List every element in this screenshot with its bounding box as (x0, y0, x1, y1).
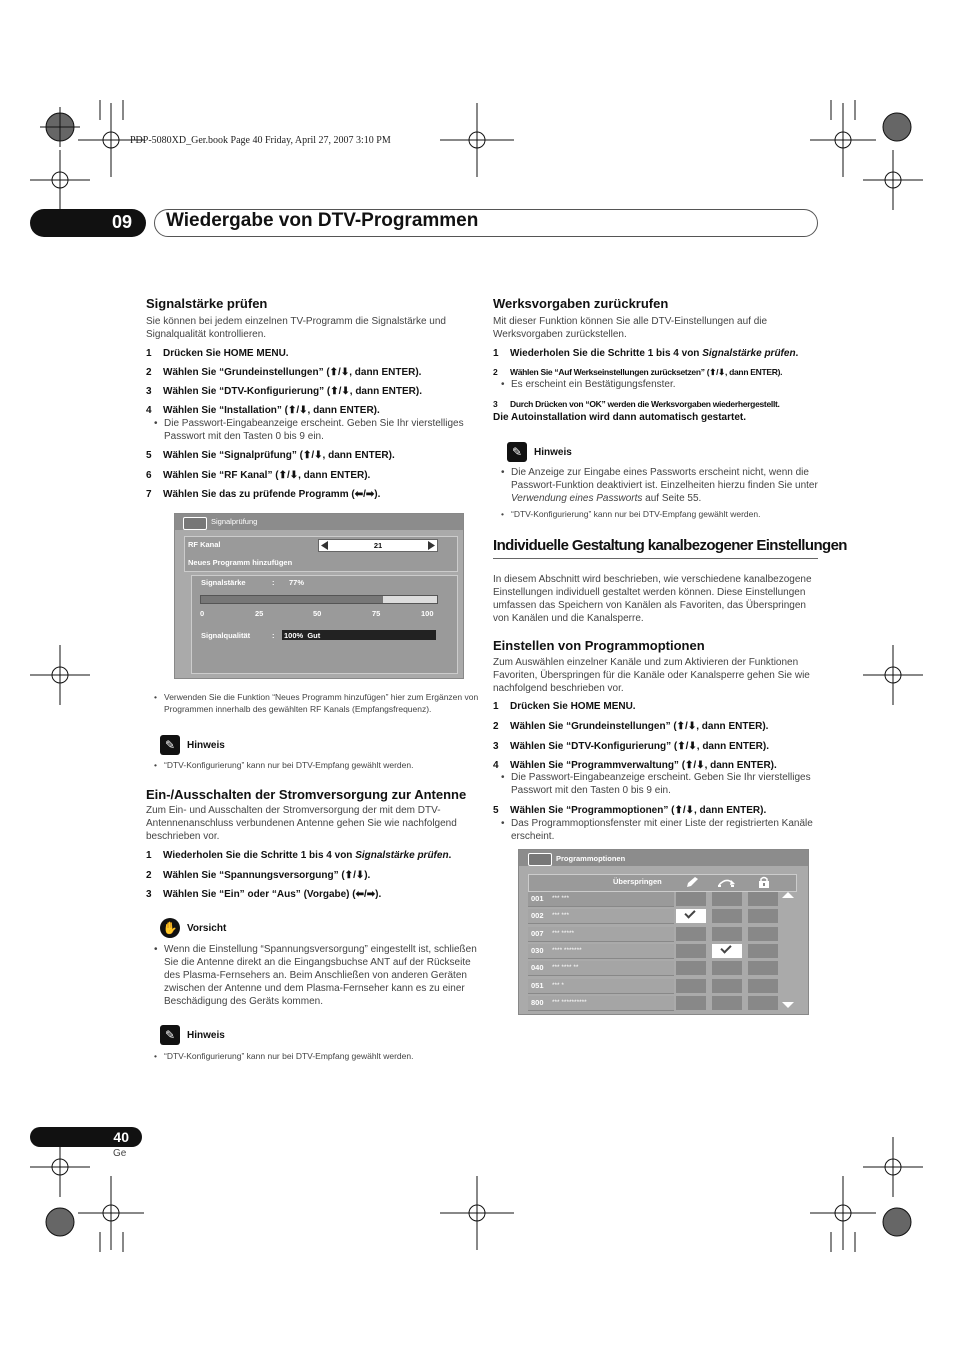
lock-checkbox[interactable] (748, 892, 778, 906)
factory-step-1: 1 Wiederholen Sie die Schritte 1 bis 4 von Signalstärke prüfen. (493, 348, 799, 359)
fav-checkbox[interactable] (676, 996, 706, 1010)
pencil-icon: ✎ (160, 735, 180, 755)
fav-checkbox[interactable] (676, 961, 706, 975)
channel-name: *** *** (552, 895, 569, 902)
channel-number: 001 (531, 894, 544, 903)
custom-heading: Individuelle Gestaltung kanalbezogener Einstellungen (493, 537, 818, 559)
quality-colon: : (272, 631, 275, 640)
factory-bullet-2: • Es erscheint ein Bestätigungsfenster. (501, 378, 811, 391)
signal-step-3: 3 Wählen Sie “DTV-Konfigurierung” (⬆/⬇, dann ENTER). (146, 386, 422, 397)
antenna-heading: Ein-/Ausschalten der Stromversorgung zur Antenne (146, 787, 467, 802)
factory-note-1: • Die Anzeige zur Eingabe eines Passworts erscheint nicht, wenn die Passwort-Funktion deaktiviert ist. Einzelheiten hierzu finden Sie unter Verwendung eines Passworts auf Seite 55. (501, 466, 827, 505)
list-item[interactable] (528, 927, 674, 942)
strength-meter (200, 595, 438, 604)
channel-number: 800 (531, 997, 544, 1007)
skip-checkbox[interactable] (712, 996, 742, 1010)
screen-title: Signalprüfung (211, 517, 258, 526)
scroll-down-icon[interactable] (781, 1002, 795, 1008)
tv-icon (528, 853, 552, 866)
antenna-note-text: • “DTV-Konfigurierung” kann nur bei DTV-Empfang gewählt werden. (154, 1050, 484, 1063)
channel-number: 030 (531, 945, 544, 955)
factory-step-2: 2 Wählen Sie “Auf Werkseinstellungen zurücksetzen” (⬆/⬇, dann ENTER). (493, 367, 783, 377)
antenna-step-3: 3 Wählen Sie “Ein” oder “Aus” (Vorgabe) (⬅/➡). (146, 889, 382, 900)
fav-checkbox[interactable] (676, 979, 706, 993)
program-options-screen (518, 849, 809, 1015)
progopt-bullet-4: • Die Passwort-Eingabeanzeige erscheint. Geben Sie Ihr vierstelliges Passwort mit den Tasten 0 bis 9 ein. (501, 771, 811, 797)
list-item[interactable] (528, 944, 674, 959)
skip-column-header: Überspringen (613, 877, 662, 886)
signal-heading: Signalstärke prüfen (146, 296, 268, 311)
check-icon (720, 942, 731, 953)
column-header-bar (528, 874, 797, 892)
lock-checkbox[interactable] (748, 944, 778, 958)
strength-fill (201, 596, 383, 603)
channel-name: *** *** (552, 912, 569, 920)
add-program-item[interactable]: Neues Programm hinzufügen (188, 558, 293, 567)
skip-checkbox[interactable] (712, 979, 742, 993)
quality-value: 100% Gut (284, 631, 321, 640)
lock-checkbox[interactable] (748, 927, 778, 941)
channel-number: 051 (531, 980, 544, 990)
skip-checkbox[interactable] (712, 909, 742, 923)
caution-label: Vorsicht (187, 923, 227, 934)
hand-stop-icon: ✋ (160, 918, 180, 938)
antenna-intro: Zum Ein- und Ausschalten der Stromversorgung der mit dem DTV-Antennenanschluss verbundenen Antenne gehen Sie wie nachfolgend beschrieben vor. (146, 805, 457, 842)
custom-intro: In diesem Abschnitt wird beschrieben, wie verschiedene kanalbezogene Einstellungen individuell gestaltet werden können. Diese Einstellungen umfassen das Speichern von Kanälen als Favoriten, das Überspringen von Kanälen und die Kanalsperre. (493, 574, 812, 624)
check-icon (684, 908, 695, 919)
fav-checkbox[interactable] (676, 909, 706, 923)
skip-checkbox[interactable] (712, 961, 742, 975)
factory-intro: Mit dieser Funktion können Sie alle DTV-Einstellungen auf die Werksvorgaben zurückstellen. (493, 316, 768, 340)
page-number: 40 (113, 1129, 129, 1145)
scrollbar[interactable] (781, 892, 795, 1010)
strength-label: Signalstärke (201, 578, 246, 587)
skip-checkbox[interactable] (712, 927, 742, 941)
page-lang: Ge (113, 1148, 127, 1159)
chapter-title: Wiedergabe von DTV-Programmen (166, 210, 479, 231)
list-item[interactable] (528, 909, 674, 924)
signal-step-4: 4 Wählen Sie “Installation” (⬆/⬇, dann ENTER). (146, 405, 380, 416)
lock-checkbox[interactable] (748, 996, 778, 1010)
rf-channel-value: 21 (373, 541, 383, 550)
arrow-right-icon[interactable] (427, 541, 436, 550)
channel-name: *** * (552, 981, 564, 989)
progopt-intro: Zum Auswählen einzelner Kanäle und zum Aktivieren der Funktionen Favoriten, Überspringen für die Kanäle oder Kanalsperre gehen Sie wie nachfolgend beschrieben vor. (493, 657, 810, 694)
channel-name: *** **** ** (552, 964, 579, 972)
rf-channel-label: RF Kanal (188, 540, 221, 549)
channel-name: *** ***** (552, 929, 575, 937)
note-label: Hinweis (187, 740, 225, 751)
lock-checkbox[interactable] (748, 961, 778, 975)
list-item[interactable] (528, 979, 674, 994)
signal-step-6: 6 Wählen Sie “RF Kanal” (⬆/⬇, dann ENTER). (146, 470, 371, 481)
progopt-step-5: 5 Wählen Sie “Programmoptionen” (⬆/⬇, dann ENTER). (493, 805, 767, 816)
tick-75: 75 (372, 609, 381, 618)
channel-number: 002 (531, 911, 544, 921)
progopt-step-2: 2 Wählen Sie “Grundeinstellungen” (⬆/⬇, dann ENTER). (493, 721, 769, 732)
signal-step-2: 2 Wählen Sie “Grundeinstellungen” (⬆/⬇, dann ENTER). (146, 367, 422, 378)
signal-panel (191, 575, 458, 674)
note-label: Hinweis (187, 1030, 225, 1041)
antenna-step-1: 1 Wiederholen Sie die Schritte 1 bis 4 von Signalstärke prüfen. (146, 850, 452, 861)
channel-name: **** ******* (552, 946, 582, 954)
lock-checkbox[interactable] (748, 979, 778, 993)
quality-bar (282, 630, 436, 640)
strength-value: 77% (289, 578, 305, 587)
tv-icon (183, 517, 207, 530)
factory-step-3b: Die Autoinstallation wird dann automatisch gestartet. (493, 412, 746, 423)
fav-checkbox[interactable] (676, 927, 706, 941)
pencil-icon: ✎ (507, 442, 527, 462)
list-item[interactable] (528, 892, 674, 907)
screen-title: Programmoptionen (556, 854, 626, 863)
skip-checkbox[interactable] (712, 892, 742, 906)
rf-channel-selector[interactable] (318, 539, 438, 552)
signal-step-5: 5 Wählen Sie “Signalprüfung” (⬆/⬇, dann ENTER). (146, 450, 395, 461)
factory-step-3: 3 Durch Drücken von “OK” werden die Werksvorgaben wiederhergestellt. (493, 399, 780, 409)
signal-step-7: 7 Wählen Sie das zu prüfende Programm (⬅/➡). (146, 489, 381, 500)
channel-name: *** ********** (552, 998, 587, 1006)
channel-number: 007 (531, 928, 544, 938)
tick-0: 0 (200, 609, 205, 618)
pencil-icon: ✎ (160, 1025, 180, 1045)
skip-icon (717, 876, 737, 888)
antenna-step-2: 2 Wählen Sie “Spannungsversorgung” (⬆/⬇). (146, 870, 371, 881)
chapter-header (30, 209, 818, 237)
skip-checkbox[interactable] (712, 944, 742, 958)
signal-intro: Sie können bei jedem einzelnen TV-Programm die Signalstärke und Signalqualität kontrollieren. (146, 316, 446, 340)
tick-50: 50 (313, 609, 322, 618)
channel-number: 040 (531, 963, 544, 973)
tick-100: 100 (421, 609, 434, 618)
scroll-up-icon[interactable] (781, 892, 795, 898)
file-info: PDP-5080XD_Ger.book Page 40 Friday, April 27, 2007 3:10 PM (130, 135, 391, 146)
signal-note-text: • “DTV-Konfigurierung” kann nur bei DTV-Empfang gewählt werden. (154, 759, 484, 772)
fav-checkbox[interactable] (676, 944, 706, 958)
lock-icon (758, 876, 770, 888)
progopt-step-4: 4 Wählen Sie “Programmverwaltung” (⬆/⬇, dann ENTER). (493, 760, 777, 771)
caution-text: • Wenn die Einstellung “Spannungsversorgung” eingestellt ist, schließen Sie die Antenne direkt an die Eingangsbuchse ANT auf der Rückseite des Plasma-Fernsehers an. Beim Anschließen von anderen Geräten zwischen der Antenne und dem Plasma-Fernseher kann es zu einer Beschädigung des Geräts kommen. (154, 943, 480, 1008)
chapter-number: 09 (112, 212, 133, 232)
page-number-badge (30, 1127, 142, 1147)
strength-colon: : (272, 578, 275, 587)
signal-step-1: 1 Drücken Sie HOME MENU. (146, 348, 289, 359)
progopt-step-1: 1 Drücken Sie HOME MENU. (493, 701, 636, 712)
factory-heading: Werksvorgaben zurückrufen (493, 296, 669, 311)
note-label: Hinweis (534, 447, 572, 458)
progopt-bullet-5: • Das Programmoptionsfenster mit einer Liste der registrierten Kanäle erscheint. (501, 817, 821, 843)
signal-check-screen (174, 513, 464, 679)
list-item[interactable] (528, 961, 674, 976)
tick-25: 25 (255, 609, 264, 618)
signal-bullet-4: • Die Passwort-Eingabeanzeige erscheint. Geben Sie Ihr vierstelliges Passwort mit den Tasten 0 bis 9 ein. (154, 417, 464, 443)
favorite-pen-icon (685, 876, 699, 888)
list-item[interactable] (528, 996, 674, 1011)
screen-bullet: • Verwenden Sie die Funktion “Neues Programm hinzufügen” hier zum Ergänzen von Programmen innerhalb des gewählten RF Kanals (Empfangsfrequenz). (154, 691, 482, 715)
progopt-step-3: 3 Wählen Sie “DTV-Konfigurierung” (⬆/⬇, dann ENTER). (493, 741, 769, 752)
quality-label: Signalqualität (201, 631, 251, 640)
fav-checkbox[interactable] (676, 892, 706, 906)
progopt-heading: Einstellen von Programmoptionen (493, 638, 705, 653)
factory-note-2: • “DTV-Konfigurierung” kann nur bei DTV-Empfang gewählt werden. (501, 508, 827, 521)
lock-checkbox[interactable] (748, 909, 778, 923)
